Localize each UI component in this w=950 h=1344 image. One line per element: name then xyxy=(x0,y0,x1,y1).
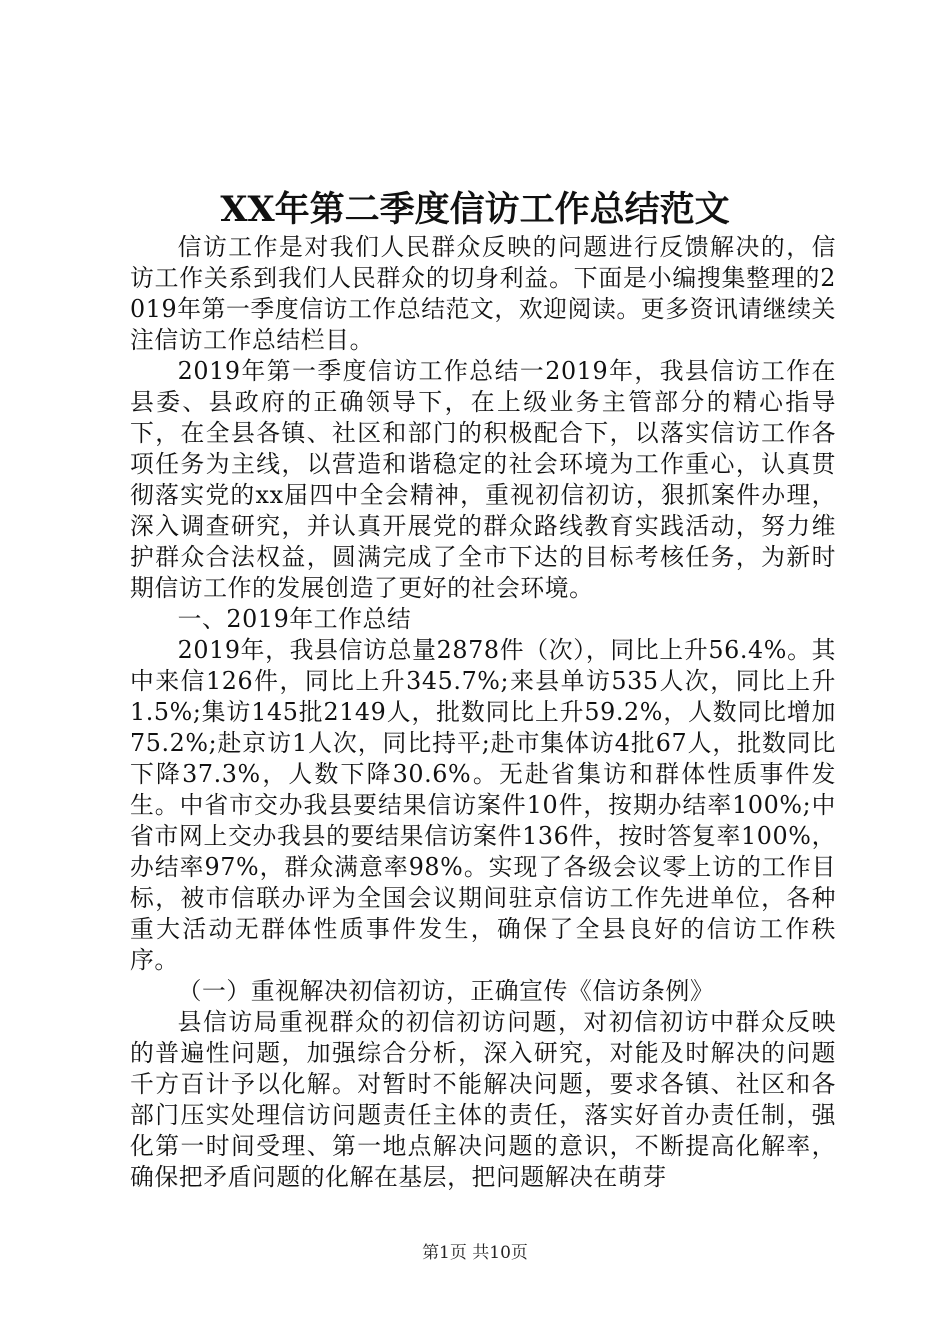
subsection-heading-1: （一）重视解决初信初访，正确宣传《信访条例》 xyxy=(177,977,715,1005)
intro-paragraph: 信访工作是对我们人民群众反映的问题进行反馈解决的，信访工作关系到我们人民群众的切身利益。下面是小编搜集整理的2019年第一季度信访工作总结范文，欢迎阅读。更多资讯请继续关注信访工作总结栏目。 xyxy=(130,233,836,354)
document-title: XX年第二季度信访工作总结范文 xyxy=(220,189,730,230)
statistics-paragraph: 2019年，我县信访总量2878件（次），同比上升56.4%。其中来信126件，同比上升345.7%;来县单访535人次，同比上升1.5%;集访145批2149人，批数同比上升59.2%，人数同比增加75.2%;赴京访1人次，同比持平;赴市集体访4批67人，批数同比下降37.3%，人数下降30.6%。无赴省集访和群体性质事件发生。中省市交办我县要结果信访案件10件，按期办结率100%;中省市网上交办我县的要结果信访案件136件，按时答复率100%，办结率97%，群众满意率98%。实现了各级会议零上访的工作目标，被市信联办评为全国会议期间驻京信访工作先进单位，各种重大活动无群体性质事件发生，确保了全县良好的信访工作秩序。 xyxy=(130,636,836,974)
document-body xyxy=(130,232,836,1193)
page-footer: 第1页 共10页 xyxy=(422,1243,528,1263)
section-heading-1: 一、2019年工作总结 xyxy=(177,605,412,633)
subsection-paragraph-1: 县信访局重视群众的初信初访问题，对初信初访中群众反映的普遍性问题，加强综合分析，深入研究，对能及时解决的问题千方百计予以化解。对暂时不能解决问题，要求各镇、社区和各部门压实处理信访问题责任主体的责任，落实好首办责任制，强化第一时间受理、第一地点解决问题的意识，不断提高化解率，确保把矛盾问题的化解在基层，把问题解决在萌芽 xyxy=(130,1008,836,1191)
summary-paragraph: 2019年第一季度信访工作总结一2019年，我县信访工作在县委、县政府的正确领导下，在上级业务主管部分的精心指导下，在全县各镇、社区和部门的积极配合下，以落实信访工作各项任务为主线，以营造和谐稳定的社会环境为工作重心，认真贯彻落实党的xx届四中全会精神，重视初信初访，狠抓案件办理，深入调查研究，并认真开展党的群众路线教育实践活动，努力维护群众合法权益，圆满完成了全市下达的目标考核任务，为新时期信访工作的发展创造了更好的社会环境。 xyxy=(130,357,836,602)
